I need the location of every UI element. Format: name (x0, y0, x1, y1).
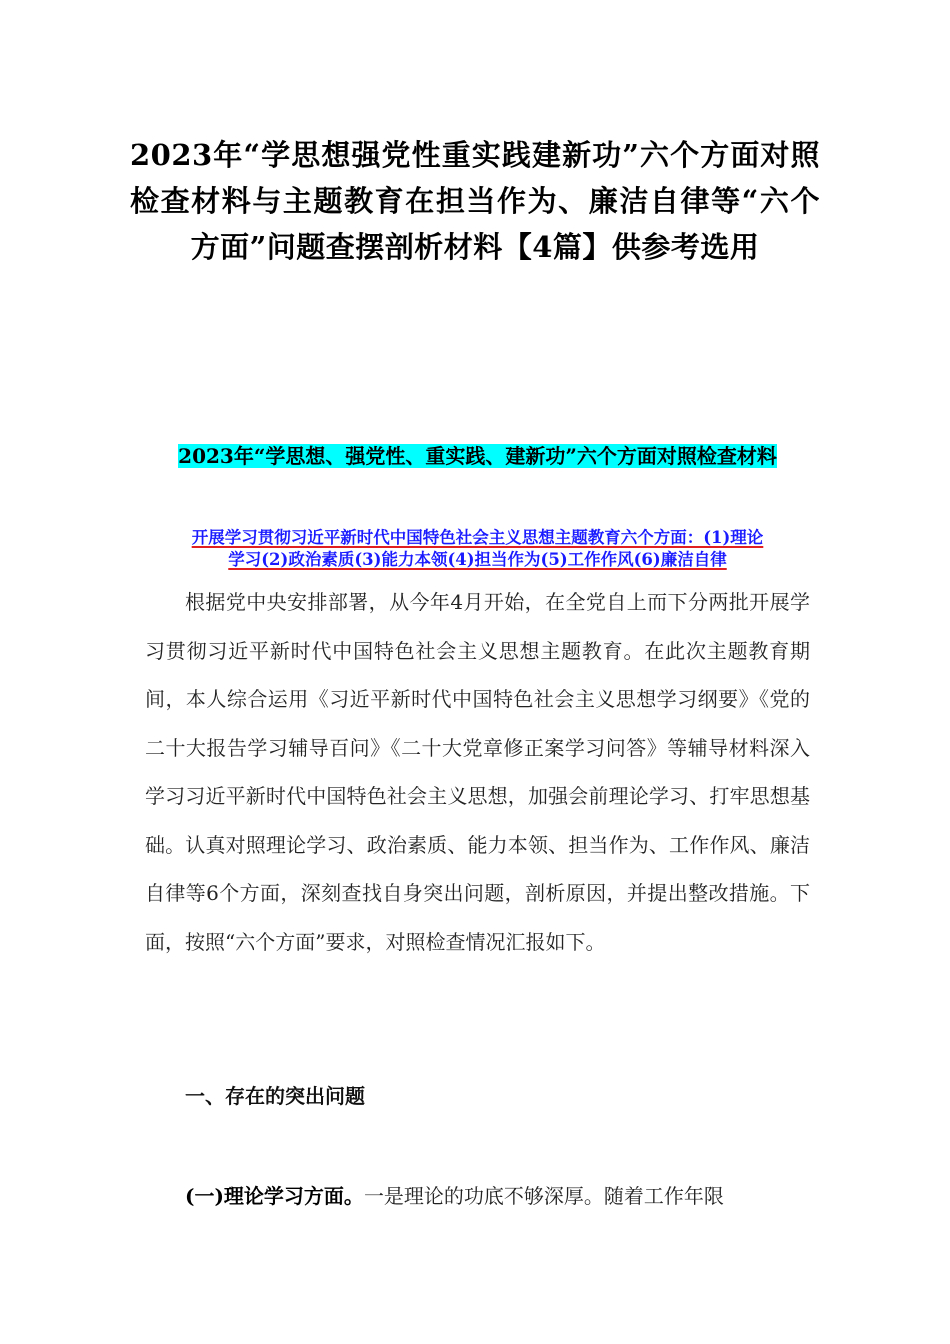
highlighted-section-title: 2023年“学思想、强党性、重实践、建新功”六个方面对照检查材料 (178, 444, 777, 468)
item-1-paragraph (145, 1176, 810, 1216)
hyperlink-block[interactable] (145, 527, 810, 571)
hyperlink-line-1[interactable]: 开展学习贯彻习近平新时代中国特色社会主义思想主题教育六个方面：(1)理论 (191, 528, 764, 547)
item-1-text: 一是理论的功底不够深厚。随着工作年限 (363, 1184, 724, 1208)
item-1-label: (一)理论学习方面。 (185, 1184, 364, 1208)
section-title (145, 433, 810, 479)
intro-paragraph: 根据党中央安排部署，从今年4月开始，在全党自上而下分两批开展学习贯彻习近平新时代中国特色社会主义思想主题教育。在此次主题教育期间，本人综合运用《习近平新时代中国特色社会主义思想学习纲要》《党的二十大报告学习辅导百问》《二十大党章修正案学习问答》等辅导材料深入学习习近平新时代中国特色社会主义思想，加强会前理论学习、打牢思想基础。认真对照理论学习、政治素质、能力本领、担当作为、工作作风、廉洁自律等6个方面，深刻查找自身突出问题，剖析原因，并提出整改措施。下面，按照“六个方面”要求，对照检查情况汇报如下。 (145, 590, 810, 954)
main-title: 2023年“学思想强党性重实践建新功”六个方面对照检查材料与主题教育在担当作为、廉洁自律等“六个方面”问题查摆剖析材料【4篇】供参考选用 (130, 138, 820, 264)
section-heading-1: 一、存在的突出问题 (185, 1084, 365, 1108)
hyperlink-line-2[interactable]: 学习(2)政治素质(3)能力本领(4)担当作为(5)工作作风(6)廉洁自律 (228, 550, 727, 569)
